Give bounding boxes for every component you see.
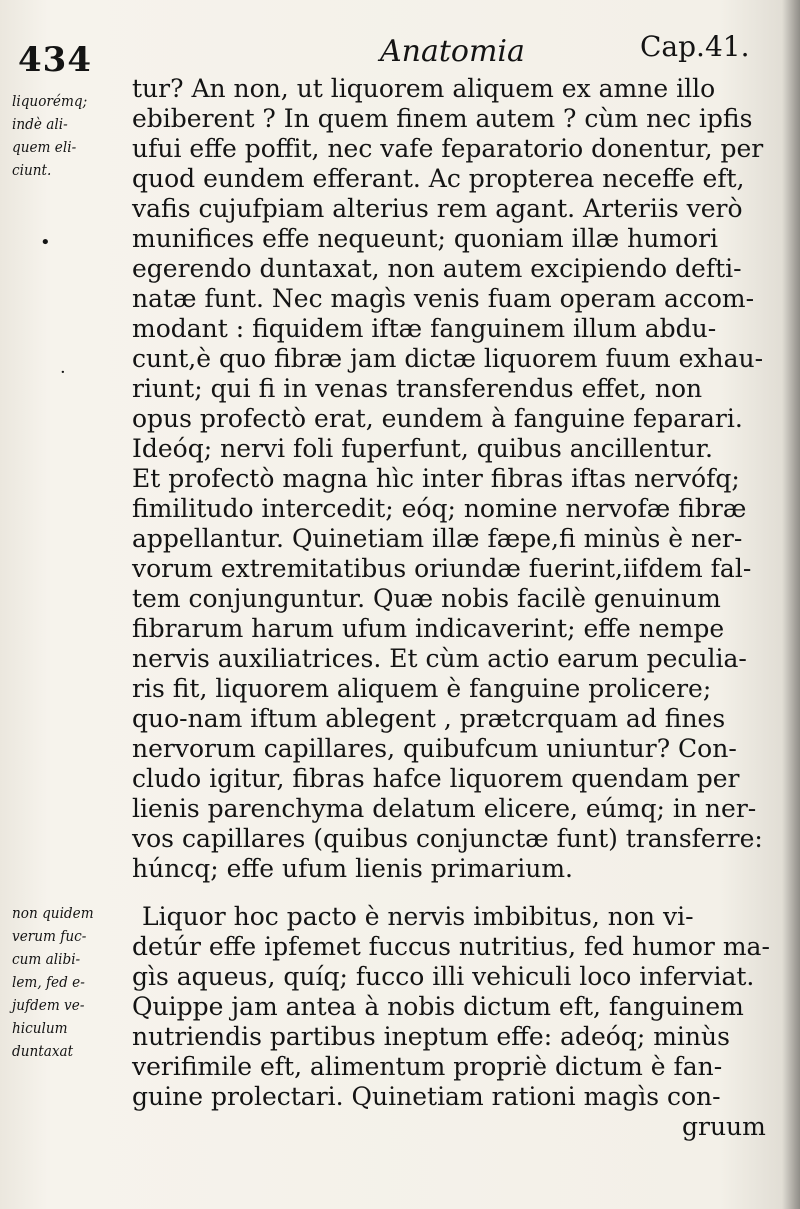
body-line: vos capillares (quibus conjunctæ funt) transferre:: [132, 824, 763, 853]
body-line: fibrarum harum ufum indicaverint; effe nempe: [132, 614, 725, 643]
body-line: vorum extremitatibus oriundæ fuerint,iifdem fal-: [132, 554, 752, 583]
body-line: egerendo duntaxat, non autem excipiendo defti-: [132, 254, 742, 283]
margin-dot-marker: •: [40, 232, 51, 253]
spine-shadow: [782, 0, 800, 1209]
margin-note-line: liquorémq;: [12, 92, 88, 110]
margin-note-line: non quidem: [12, 904, 94, 922]
page-header: [0, 30, 800, 80]
body-line: modant : fiquidem iftæ fanguinem illum abdu-: [132, 314, 717, 343]
body-line: ebiberent ? In quem finem autem ? cùm nec ipfis: [132, 104, 753, 133]
body-line: ris fit, liquorem aliquem è fanguine prolicere;: [132, 674, 712, 703]
margin-note-second: [12, 902, 142, 1063]
body-line: vafis cujufpiam alterius rem agant. Arteriis verò: [132, 194, 743, 223]
running-title: Anatomia: [380, 34, 525, 69]
margin-note-line: quem eli-: [12, 138, 77, 156]
body-line: Liquor hoc pacto è nervis imbibitus, non vi-: [142, 902, 694, 931]
body-line: riunt; qui fi in venas transferendus effet, non: [132, 374, 703, 403]
body-line: quod eundem efferant. Ac propterea neceffe eft,: [132, 164, 745, 193]
margin-note-first: [12, 90, 142, 182]
body-line: tem conjunguntur. Quæ nobis facilè genuinum: [132, 584, 721, 613]
body-line: appellantur. Quinetiam illæ fæpe,fi minùs è ner-: [132, 524, 743, 553]
margin-note-line: duntaxat: [12, 1042, 74, 1060]
chapter-reference: Cap.41.: [640, 30, 750, 63]
body-line: guine prolectari. Quinetiam rationi magìs con-: [132, 1082, 721, 1111]
body-line: gìs aqueus, quíq; fucco illi vehiculi loco inferviat.: [132, 962, 755, 991]
body-line: detúr effe ipfemet fuccus nutritius, fed humor ma-: [132, 932, 770, 961]
body-line: húncq; effe ufum lienis primarium.: [132, 854, 574, 883]
body-line: verifimile eft, alimentum propriè dictum è fan-: [132, 1052, 723, 1081]
margin-note-line: jufdem ve-: [12, 996, 85, 1014]
body-line: munifices effe nequeunt; quoniam illæ humori: [132, 224, 719, 253]
body-line: lienis parenchyma delatum elicere, eúmq; in ner-: [132, 794, 757, 823]
body-line: opus profectò erat, eundem à fanguine feparari.: [132, 404, 743, 433]
body-line: nutriendis partibus ineptum effe: adeóq; minùs: [132, 1022, 730, 1051]
body-line: fimilitudo intercedit; eóq; nomine nervofæ fibræ: [132, 494, 747, 523]
body-line: natæ funt. Nec magìs venis fuam operam accom-: [132, 284, 755, 313]
catchword: gruum: [682, 1112, 766, 1141]
margin-note-line: verum fuc-: [12, 927, 87, 945]
body-line: Ideóq; nervi foli fuperfunt, quibus ancillentur.: [132, 434, 713, 463]
margin-dot-marker: ·: [60, 362, 66, 383]
body-line: nervis auxiliatrices. Et cùm actio earum peculia-: [132, 644, 747, 673]
body-line: ufui effe poffit, nec vafe feparatorio donentur, per: [132, 134, 764, 163]
margin-note-line: indè ali-: [12, 115, 68, 133]
margin-note-line: hiculum: [12, 1019, 68, 1037]
body-line: tur? An non, ut liquorem aliquem ex amne illo: [132, 74, 716, 103]
page-number: 434: [18, 40, 92, 80]
margin-note-line: cum alibi-: [12, 950, 81, 968]
margin-note-line: ciunt.: [12, 161, 52, 179]
body-line: cunt,è quo fibræ jam dictæ liquorem fuum exhau-: [132, 344, 764, 373]
body-line: Quippe jam antea à nobis dictum eft, fanguinem: [132, 992, 744, 1021]
body-line: quo-nam iftum ablegent , prætcrquam ad fines: [132, 704, 726, 733]
margin-note-line: lem, fed e-: [12, 973, 85, 991]
body-line: nervorum capillares, quibufcum uniuntur? Con-: [132, 734, 737, 763]
body-line: cludo igitur, fibras hafce liquorem quendam per: [132, 764, 740, 793]
body-line: Et profectò magna hìc inter fibras iftas nervófq;: [132, 464, 740, 493]
